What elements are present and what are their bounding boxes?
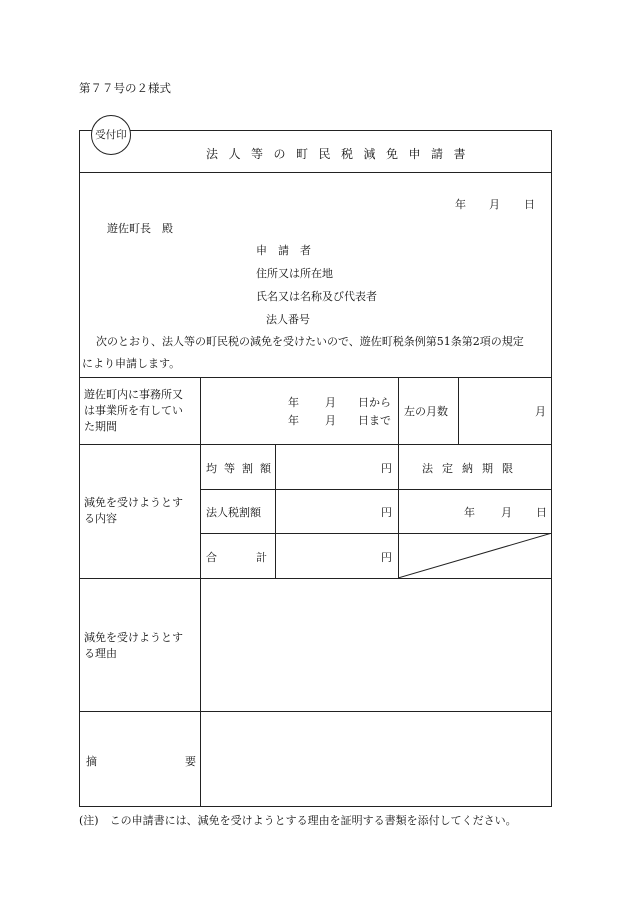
months-unit: 月 <box>535 405 546 418</box>
period-to-year: 年 <box>288 414 299 427</box>
body-text-line-2: により申請します。 <box>82 357 181 370</box>
reason-row-top <box>79 578 552 579</box>
summary-row-top <box>79 711 552 712</box>
period-to-month: 月 <box>325 414 336 427</box>
reception-stamp: 受付印 <box>91 115 131 155</box>
deadline-year: 年 <box>464 506 475 519</box>
period-from-month: 月 <box>325 396 336 409</box>
period-divider-1 <box>398 377 399 444</box>
content-label: 減免を受けようとす る内容 <box>84 496 183 525</box>
diagonal-strike <box>398 533 552 578</box>
footnote: (注) この申請書には、減免を受けようとする理由を証明する書類を添付してください。 <box>79 814 517 827</box>
content-row-top <box>79 444 552 445</box>
title-divider <box>79 172 552 173</box>
label-column-divider <box>200 377 201 807</box>
body-text-line-1: 次のとおり、法人等の町民税の減免を受けたいので、遊佐町税条例第51条第2項の規定 <box>96 335 524 348</box>
reason-label: 減免を受けようとす る理由 <box>84 631 183 660</box>
equal-levy-label: 均等割額 <box>206 462 278 475</box>
address-label: 住所又は所在地 <box>256 267 333 280</box>
summary-label-right: 要 <box>185 755 196 768</box>
applicant-heading: 申 請 者 <box>256 244 311 257</box>
period-row-top <box>79 377 552 378</box>
name-label: 氏名又は名称及び代表者 <box>256 290 377 303</box>
form-number: 第７７号の２様式 <box>79 81 171 95</box>
deadline-label: 法定納期限 <box>422 462 522 475</box>
months-label: 左の月数 <box>404 405 448 418</box>
content-line-1 <box>200 489 552 490</box>
period-divider-2 <box>458 377 459 444</box>
equal-levy-unit: 円 <box>381 462 392 475</box>
total-unit: 円 <box>381 551 392 564</box>
period-from-suffix: 日から <box>358 396 391 409</box>
summary-label-left: 摘 <box>86 755 97 768</box>
date-day: 日 <box>524 198 535 211</box>
corp-tax-levy-label: 法人税割額 <box>206 506 261 519</box>
deadline-month: 月 <box>501 506 512 519</box>
period-to-suffix: 日まで <box>358 414 391 427</box>
form-title: 法人等の町民税減免申請書 <box>206 147 477 161</box>
period-label: 遊佐町内に事務所又 は事業所を有してい た期間 <box>84 388 183 433</box>
addressee: 遊佐町長 殿 <box>107 222 173 235</box>
corp-tax-levy-unit: 円 <box>381 506 392 519</box>
date-year: 年 <box>455 198 466 211</box>
total-label: 合計 <box>206 551 306 564</box>
period-from-year: 年 <box>288 396 299 409</box>
date-month: 月 <box>489 198 500 211</box>
deadline-day: 日 <box>536 506 547 519</box>
corp-number-label: 法人番号 <box>266 313 310 326</box>
